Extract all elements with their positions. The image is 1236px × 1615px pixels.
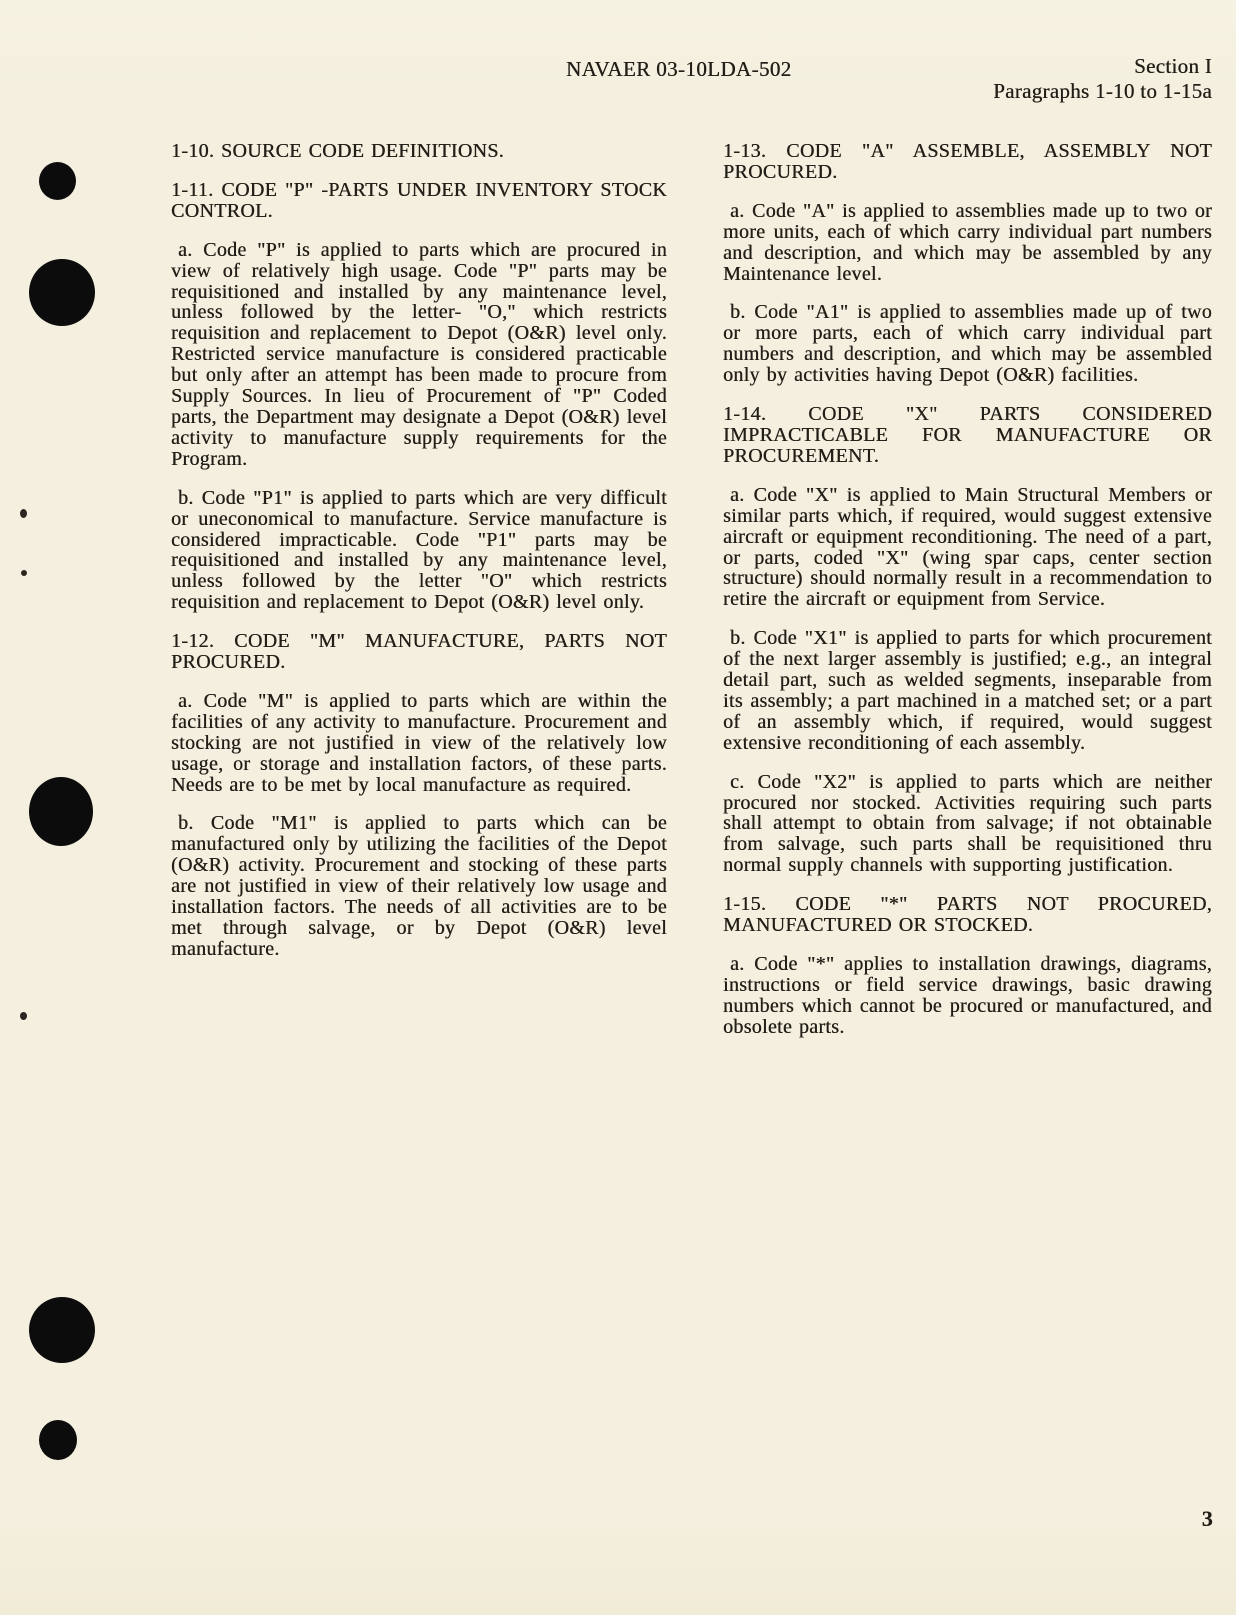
section-1-10-title: 1-10. SOURCE CODE DEFINITIONS. xyxy=(171,140,504,162)
section-1-15 xyxy=(723,894,1212,1037)
section-1-14-para-c: c. Code "X2" is applied to parts which are neither procured nor stocked. Activities requiring such parts shall attempt to obtain from salvage; if not obtainable from salvage, such parts shall be requisitioned thru normal supply channels with supporting justification. xyxy=(723,770,1212,877)
section-1-14-title: 1-14. CODE "X" PARTS CONSIDERED IMPRACTICABLE FOR MANUFACTURE OR PROCUREMENT. xyxy=(723,403,1212,467)
section-1-12 xyxy=(171,631,667,960)
binder-hole-dot xyxy=(29,259,95,326)
binder-hole-dot xyxy=(29,777,93,846)
header-doc-number: NAVAER 03-10LDA-502 xyxy=(566,57,792,81)
scan-speck xyxy=(21,570,27,576)
section-1-11 xyxy=(171,180,667,613)
binder-hole-dot xyxy=(29,1297,95,1363)
right-column xyxy=(723,141,1212,1056)
page-number: 3 xyxy=(1201,1506,1213,1531)
section-1-13-para-b: b. Code "A1" is applied to assemblies made up of two or more parts, each of which carry individual part numbers and description, and which may be assembled only by activities having Depot (O&R) facilities. xyxy=(723,301,1212,387)
section-1-11-para-b: b. Code "P1" is applied to parts which are very difficult or uneconomical to manufacture. Service manufacture is considered impracticable. Code "P1" parts may be requisitioned and installed by any maintenance level, unless followed by the letter "O" which restricts requisition and replacement to Depot (O&R) level only. xyxy=(171,486,667,614)
scan-speck xyxy=(20,1012,27,1020)
section-1-10 xyxy=(171,141,667,162)
section-1-15-para-a: a. Code "*" applies to installation drawings, diagrams, instructions or field service drawings, basic drawing numbers which cannot be procured or manufactured, and obsolete parts. xyxy=(723,953,1212,1038)
section-1-11-para-a: a. Code "P" is applied to parts which are procured in view of relatively high usage. Code "P" parts may be requisitioned and installed by any maintenance level, unless followed by the letter- "O," which restricts requisition and replacement to Depot (O&R) level only. Restricted service manufacture is considered practicable but only after an attempt has been made to procure from Supply Sources. In lieu of Procurement of "P" Coded parts, the Department may designate a Depot (O&R) level activity to manufacture supply requirements for the Program. xyxy=(171,238,667,470)
section-1-11-title: 1-11. CODE "P" -PARTS UNDER INVENTORY STOCK CONTROL. xyxy=(171,178,667,222)
left-column xyxy=(171,141,667,978)
header-section-label: Section I xyxy=(1134,54,1212,78)
section-1-13-para-a: a. Code "A" is applied to assemblies made up to two or more units, each of which carry individual part numbers and description, and which may be assembled by any Maintenance level. xyxy=(723,199,1212,285)
section-1-14-para-a: a. Code "X" is applied to Main Structural Members or similar parts which, if required, would suggest extensive aircraft or equipment reconditioning. The need of a part, or parts, coded "X" (wing spar caps, center section structure) should normally result in a recommendation to retire the aircraft or equipment from Service. xyxy=(723,483,1212,611)
section-1-13 xyxy=(723,141,1212,386)
section-1-14-para-b: b. Code "X1" is applied to parts for which procurement of the next larger assembly is justified; e.g., an integral detail part, such as welded segments, inseparable from its assembly; a part machined in a matched set; or a part of an assembly which, if required, would suggest extensive reconditioning of each assembly. xyxy=(723,627,1212,754)
header-paragraph-range: Paragraphs 1-10 to 1-15a xyxy=(993,79,1212,103)
section-1-15-title: 1-15. CODE "*" PARTS NOT PROCURED, MANUFACTURED OR STOCKED. xyxy=(723,893,1212,937)
section-1-13-title: 1-13. CODE "A" ASSEMBLE, ASSEMBLY NOT PROCURED. xyxy=(723,140,1212,183)
section-1-12-para-a: a. Code "M" is applied to parts which are within the facilities of any activity to manufacture. Procurement and stocking are not justified in view of the relatively low usage, or storage and installation factors, of these parts. Needs are to be met by local manufacture as required. xyxy=(171,689,667,796)
header-right-block xyxy=(812,54,1212,104)
section-1-12-title: 1-12. CODE "M" MANUFACTURE, PARTS NOT PROCURED. xyxy=(171,630,667,674)
binder-hole-dot xyxy=(39,162,76,200)
scan-speck xyxy=(20,509,27,518)
binder-hole-dot xyxy=(39,1420,77,1460)
section-1-14 xyxy=(723,404,1212,876)
section-1-12-para-b: b. Code "M1" is applied to parts which can be manufactured only by utilizing the facilities of the Depot (O&R) activity. Procurement and stocking of these parts are not justified in view of their relatively low usage and installation factors. The needs of all activities are to be met through salvage, or by Depot (O&R) level manufacture. xyxy=(171,812,667,960)
